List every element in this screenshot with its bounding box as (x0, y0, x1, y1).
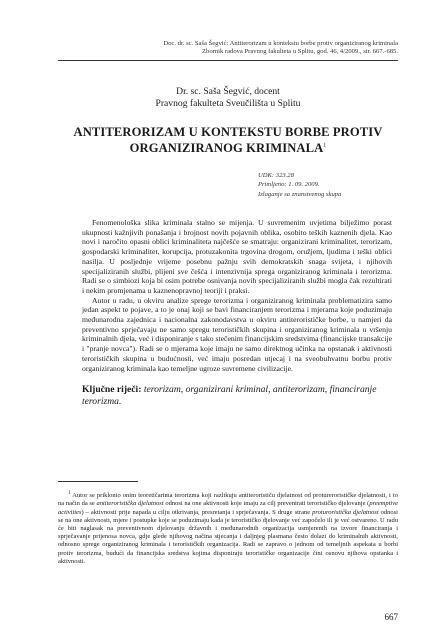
footnote-text-3: ) – aktivnosti prije napada u cilju otkrivanja, presretanja i sprječavanja. S druge strane (81, 508, 313, 516)
keywords (82, 384, 392, 408)
footnote (58, 490, 398, 566)
footnote-text-2: odnosi na one aktivnosti koje imaju za cilj prevenirati terorističko djelovanje ( (163, 500, 370, 508)
footnote-term-2: preemptive activities (58, 500, 398, 516)
abstract-paragraph-2: Autor u radu, u okviru analize sprege terorizma i organiziranog kriminala problematizira samo jedan aspekt te pojave, a to je onaj koji se bavi financiranjem terorizma i mjerama koje poduzimaju međunarodna zajednica i nacionalna zakonodavstva u okviru antiterorističke borbe, u namjeri da preventivno sprječavaju ne samo spregu terorističkih skupina i organiziranog kriminala u vršenju kriminalnih djela, već i disponiranje s tako stečenim financijskim sredstvima (financijske transakcije i "pranje novca"). Radi se o mjerama koje imaju ne samo direktnog učinka na opstanak i aktivnosti terorističkih skupina u budućnosti, već imaju posredan utjecaj i na sveobuhvatnu borbu protiv organiziranog kriminala kao temeljne ugroze suvremene civilizacije. (82, 295, 392, 373)
keywords-text: terorizam, organizirani kriminal, antiterorizam, financiranje terorizma. (82, 384, 377, 407)
footnote-text-1: Autor se priklonio onim teoretičarima terorizma koji razlikuju antiterorističu djelatnost od proturerorističke djelatnosti, i to na način da se (58, 492, 398, 508)
footnote-paragraph (58, 490, 398, 566)
abstract (82, 218, 392, 373)
header-rule (58, 60, 398, 61)
article-title (58, 125, 398, 155)
page-number: 667 (384, 612, 398, 622)
footnote-text-4: odnosi se na one aktivnosti, mjere i postupke koje se poduzimaju kada je terorističko djelovanje već započelo ili je već ostvareno. U radu će biti naglasak na preventivnom djelovanju državnih i međunarodnih organizacija usmjerenih na izvore financiranja i sprječavanje prijenosa novca, gdje glede njihovog načina stjecanja i daljnjeg plasmana često dolazi do kriminalnih aktivnosti, odnosno sprege organiziranog kriminala i terorističkih organizacija. Radi se zapravo o jednom od temeljnih aspekata u borbi protiv terorizma, budući da financijska sredstva kojima disponiraju terorističke organizacije čini osnovu njihova opstanka i aktivnosti. (58, 508, 398, 565)
author-affiliation: Pravnog fakulteta Sveučilišta u Splitu (155, 98, 301, 109)
footnote-rule (58, 481, 138, 482)
article-type: Izlaganje sa znanstvenog skupa (258, 190, 342, 198)
title-line-1: ANTITERORIZAM U KONTEKSTU BORBE PROTIV (73, 125, 383, 139)
keywords-label: Ključne riječi: (82, 384, 142, 395)
author-name: Dr. sc. Saša Šegvić, docent (176, 86, 280, 97)
footnote-term-3: proturoristička djelatnost (312, 508, 379, 516)
title-line-2 (58, 139, 398, 155)
received-date: Primljeno: 1. 09. 2009. (258, 181, 320, 189)
title-line-2-text: ORGANIZIRANOG KRIMINALA (129, 141, 324, 156)
article-metadata (258, 171, 398, 199)
author-block (58, 86, 398, 110)
footnote-mark: 1 (68, 491, 71, 496)
footnote-term-1: antiteroristička djelatnost (96, 500, 164, 508)
udk-code: UDK: 323.28 (258, 172, 294, 179)
running-head-line-2: Zbornik radova Pravnog fakulteta u Splitu, god. 46, 4/2009., str. 667.-685. (202, 48, 398, 55)
title-footnote-mark[interactable]: 1 (323, 143, 327, 149)
running-head (58, 40, 398, 56)
running-head-line-1: Doc. dr. sc. Saša Šegvić: Antiterorizam u kontekstu borbe protiv organiziranog kriminala (163, 40, 398, 47)
abstract-paragraph-1: Fenomenološka slika kriminala stalno se mijenja. U suvremenim uvjetima bilježimo porast ukupnosti kažnjivih ponašanja i brojnost novih pojavnih oblika, osobito teških kaznenih djela. Kao novi i naročito opasni oblici kriminaliteta najčešće se smatraju: organizirani kriminalitet, terorizam, gospodarski kriminalitet, korupcija, protuzakonita trgovina drogom, oružjem, ljudima i teški oblici nasilja. U posljednje vrijeme posebnu pažnju svih demokratskih snaga svijeta, i njihovih specijaliziranih službi, plijeni sve češća i intenzivnija sprega organiziranog kriminala i terorizma. Radi se o simbiozi koja bi osim potrebe osnivanja novih specijaliziranih službi mogla čak rezultirati i nekim promjenama u kaznenopravnoj teoriji i praksi. (82, 218, 392, 295)
